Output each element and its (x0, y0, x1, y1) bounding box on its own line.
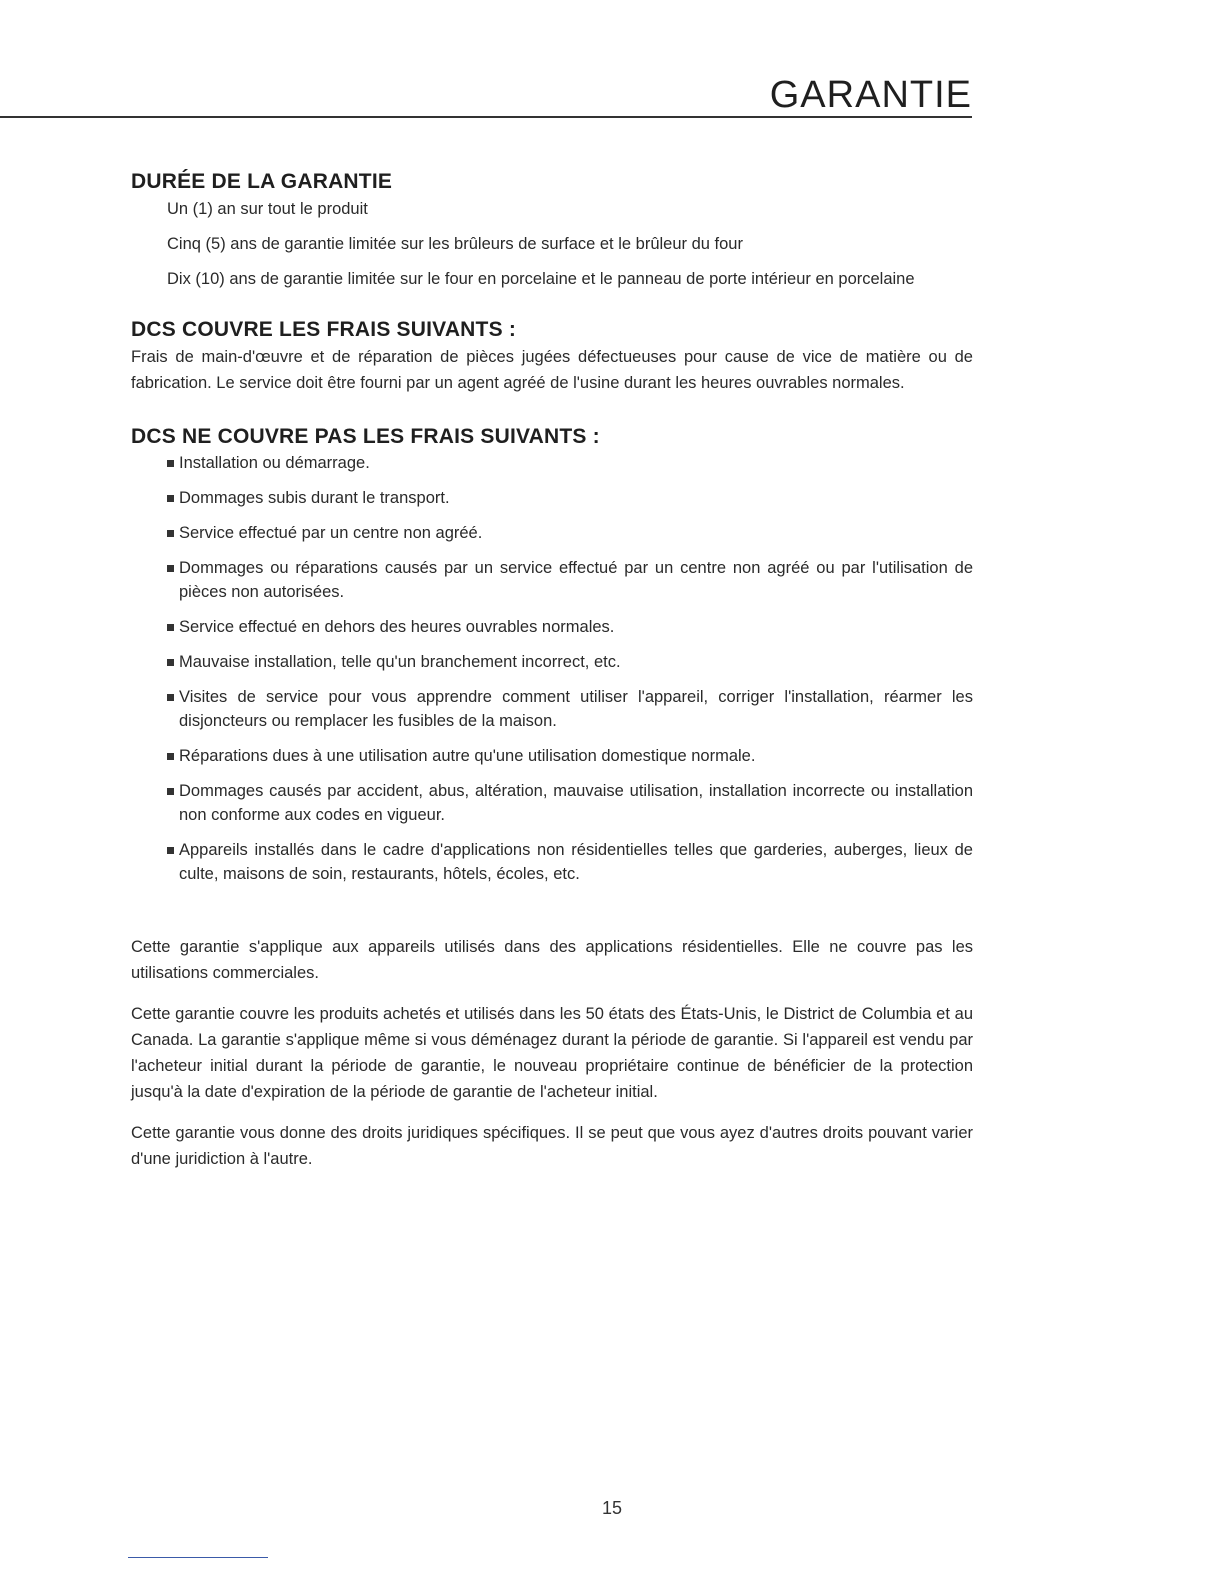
duration-item: Un (1) an sur tout le produit (167, 200, 368, 218)
covered-section (131, 318, 973, 396)
closing-paragraph: Cette garantie s'applique aux appareils utilisés dans des applications résidentielles. Elle ne couvre pas les utilisations commerciales. (131, 938, 973, 982)
covered-heading: DCS COUVRE LES FRAIS SUIVANTS : (131, 318, 517, 341)
list-item: Dommages causés par accident, abus, altération, mauvaise utilisation, installation incorrecte ou installation non conforme aux codes en vigueur. (167, 779, 973, 827)
not-covered-list (167, 451, 973, 886)
bullet-icon (167, 495, 174, 502)
closing-paragraph: Cette garantie couvre les produits achetés et utilisés dans les 50 états des États-Unis, le District de Columbia et au Canada. La garantie s'applique même si vous déménagez durant la période de garantie. Si l'appareil est vendu par l'acheteur initial durant la période de garantie, le nouveau propriétaire continue de bénéficier de la protection jusqu'à la date d'expiration de la période de garantie de l'acheteur initial. (131, 1005, 973, 1101)
bullet-icon (167, 565, 174, 572)
bullet-icon (167, 847, 174, 854)
list-item: Mauvaise installation, telle qu'un branchement incorrect, etc. (167, 650, 973, 674)
list-item: Installation ou démarrage. (167, 451, 973, 475)
closing-paragraph: Cette garantie vous donne des droits juridiques spécifiques. Il se peut que vous ayez d'autres droits pouvant varier d'une juridiction à l'autre. (131, 1124, 973, 1168)
page-number: 15 (601, 1498, 623, 1518)
duration-list (167, 196, 973, 292)
list-item: Réparations dues à une utilisation autre qu'une utilisation domestique normale. (167, 744, 973, 768)
list-item: Appareils installés dans le cadre d'applications non résidentielles telles que garderies, auberges, lieux de culte, maisons de soin, restaurants, hôtels, écoles, etc. (167, 838, 973, 886)
list-item: Dommages ou réparations causés par un service effectué par un centre non agréé ou par l'utilisation de pièces non autorisées. (167, 556, 973, 604)
warranty-content (131, 170, 973, 1187)
bullet-icon (167, 530, 174, 537)
duration-item: Dix (10) ans de garantie limitée sur le four en porcelaine et le panneau de porte intérieur en porcelaine (167, 270, 915, 288)
bullet-icon (167, 694, 174, 701)
bullet-icon (167, 659, 174, 666)
duration-item: Cinq (5) ans de garantie limitée sur les brûleurs de surface et le brûleur du four (167, 235, 743, 253)
bullet-icon (167, 753, 174, 760)
list-item: Service effectué en dehors des heures ouvrables normales. (167, 615, 973, 639)
not-covered-heading: DCS NE COUVRE PAS LES FRAIS SUIVANTS : (131, 425, 600, 448)
bullet-icon (167, 624, 174, 631)
list-item: Dommages subis durant le transport. (167, 486, 973, 510)
bullet-icon (167, 788, 174, 795)
duration-heading: DURÉE DE LA GARANTIE (131, 170, 393, 193)
header-divider (0, 116, 972, 118)
closing-section (131, 934, 973, 1172)
page-title: GARANTIE (769, 74, 972, 116)
footer-divider (128, 1557, 268, 1558)
list-item: Visites de service pour vous apprendre comment utiliser l'appareil, corriger l'installation, réarmer les disjoncteurs ou remplacer les fusibles de la maison. (167, 685, 973, 733)
bullet-icon (167, 460, 174, 467)
list-item: Service effectué par un centre non agréé. (167, 521, 973, 545)
covered-text: Frais de main-d'œuvre et de réparation de pièces jugées défectueuses pour cause de vice de matière ou de fabrication. Le service doit être fourni par un agent agréé de l'usine durant les heures ouvrables normales. (131, 348, 973, 392)
duration-section (131, 170, 973, 292)
not-covered-section (131, 425, 973, 886)
